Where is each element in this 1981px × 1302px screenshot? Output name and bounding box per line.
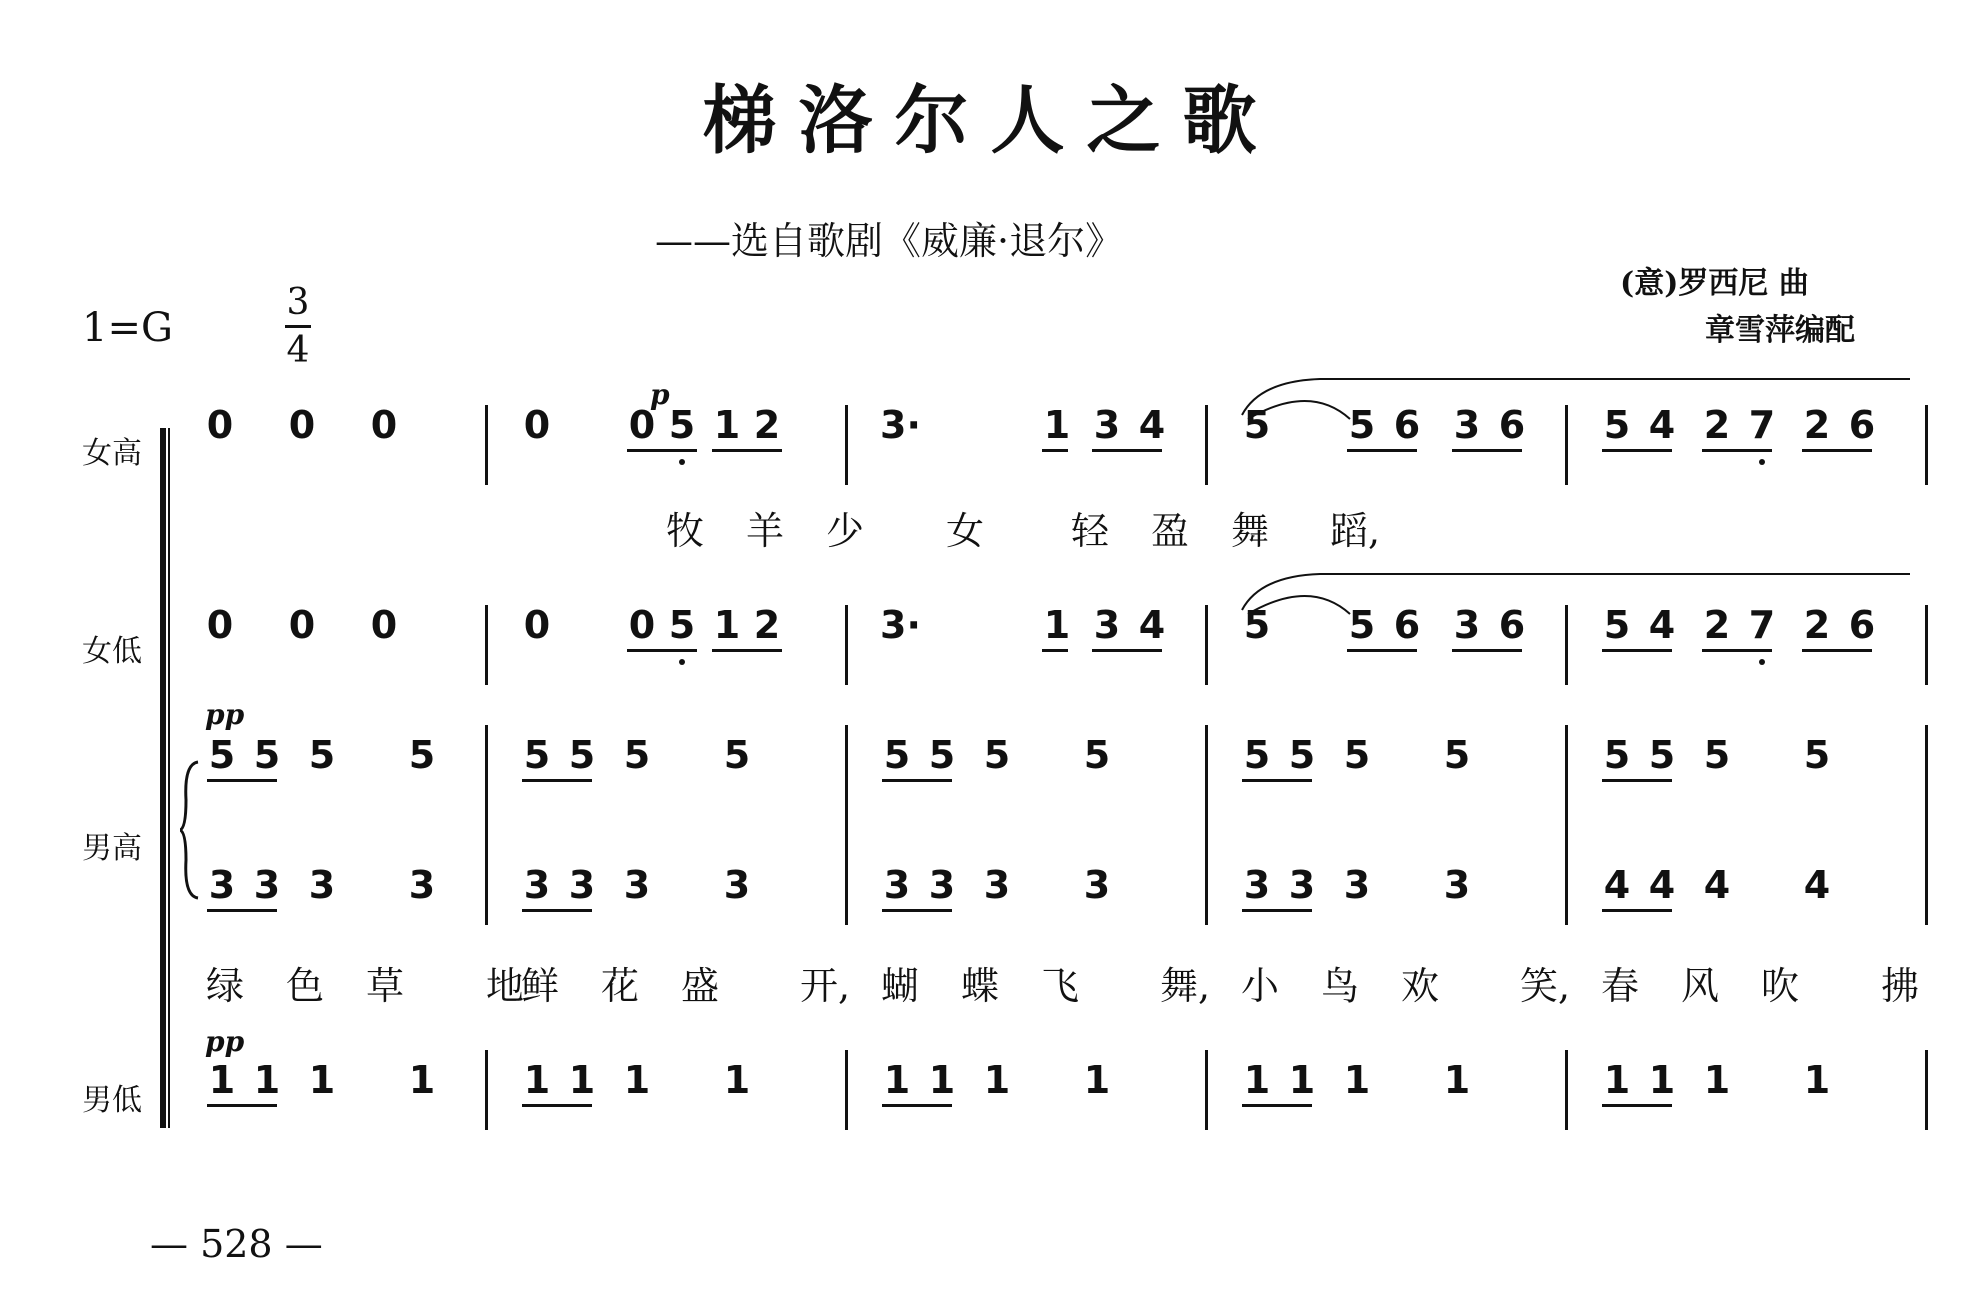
note: 5 [1603, 403, 1631, 447]
dynamic-soprano: p [650, 378, 670, 411]
system-bracket [160, 428, 166, 1128]
lyric-syllable: 盈 [1150, 509, 1189, 553]
tenor-brace [180, 760, 200, 900]
note: 2 [753, 603, 781, 647]
time-signature-top: 3 [286, 282, 310, 323]
note: 3 [1453, 603, 1481, 647]
barline [845, 405, 848, 485]
note: 0 [523, 403, 551, 447]
dynamic-tenor: pp [205, 698, 245, 731]
note: 3 [1083, 863, 1111, 907]
lyric-syllable: 欢 [1400, 964, 1439, 1008]
beam-underline [1242, 779, 1312, 782]
note: 5 [308, 733, 336, 777]
barline [1925, 605, 1928, 685]
note: 2 [1803, 603, 1831, 647]
note: 5 [983, 733, 1011, 777]
note: 6 [1498, 403, 1526, 447]
note: 3· [880, 403, 921, 447]
key-signature: 1=G [82, 305, 173, 351]
note: 5 [568, 733, 596, 777]
barline [485, 405, 488, 485]
lyric-syllable: 蹈, [1330, 509, 1381, 553]
beam-underline [1802, 649, 1872, 652]
note: 5 [723, 733, 751, 777]
lyric-syllable: 拂 [1880, 964, 1919, 1008]
composer-credit: (意)罗西尼 曲 [1620, 266, 1809, 301]
note: 2 [1803, 403, 1831, 447]
note: 4 [1138, 403, 1166, 447]
note: 1 [308, 1058, 336, 1102]
note: 3 [883, 863, 911, 907]
barline [1565, 1050, 1568, 1130]
note: 0 [370, 403, 398, 447]
note: 1 [1343, 1058, 1371, 1102]
barline [1565, 725, 1568, 925]
lyric-syllable: 开, [800, 964, 851, 1008]
beam-underline [1602, 449, 1672, 452]
lyric-syllable: 蝴 [880, 964, 919, 1008]
beam-underline [627, 449, 697, 452]
note: 3 [1443, 863, 1471, 907]
lyric-syllable: 地 [485, 964, 524, 1008]
page-number: — 528 — [150, 1222, 323, 1266]
beam-underline [1042, 449, 1068, 452]
note: 0 [523, 603, 551, 647]
barline [1925, 1050, 1928, 1130]
lyric-syllable: 少 [825, 509, 864, 553]
lyric-syllable: 舞 [1230, 509, 1269, 553]
beam-underline [207, 779, 277, 782]
beam-underline [1242, 1104, 1312, 1107]
note: 5 [1243, 603, 1271, 647]
note: 1 [208, 1058, 236, 1102]
note: 0 [288, 603, 316, 647]
note: 3 [983, 863, 1011, 907]
barline [485, 1050, 488, 1130]
note: 2 [1703, 603, 1731, 647]
note: 1 [1803, 1058, 1831, 1102]
note: 1 [1603, 1058, 1631, 1102]
note: 1 [928, 1058, 956, 1102]
lyric-syllable: 春 [1600, 964, 1639, 1008]
note: 4 [1648, 863, 1676, 907]
note: 5 [1343, 733, 1371, 777]
beam-underline [882, 1104, 952, 1107]
system-bracket-thin [168, 428, 170, 1128]
note: 3 [253, 863, 281, 907]
part-label-alto: 女低 [82, 634, 142, 669]
beam-underline [882, 909, 952, 912]
note: 5 [1288, 733, 1316, 777]
time-signature-bottom: 4 [286, 330, 310, 371]
note: 5 [1603, 603, 1631, 647]
note: 6 [1498, 603, 1526, 647]
note: 5 [1803, 733, 1831, 777]
lyric-syllable: 吹 [1760, 964, 1799, 1008]
barline [845, 605, 848, 685]
low-octave-dot [679, 459, 685, 465]
barline [485, 605, 488, 685]
note: 1 [1648, 1058, 1676, 1102]
beam-underline [1242, 909, 1312, 912]
beam-underline [627, 649, 697, 652]
barline [485, 725, 488, 925]
dynamic-bass: pp [205, 1025, 245, 1058]
beam-underline [1092, 449, 1162, 452]
beam-underline [1602, 909, 1672, 912]
note: 4 [1603, 863, 1631, 907]
note: 4 [1648, 603, 1676, 647]
note: 6 [1393, 603, 1421, 647]
beam-underline [1452, 649, 1522, 652]
note: 5 [1348, 403, 1376, 447]
beam-underline [522, 909, 592, 912]
lyric-syllable: 小 [1240, 964, 1279, 1008]
note: 7 [1748, 403, 1776, 447]
part-label-soprano: 女高 [82, 436, 142, 471]
note: 5 [1603, 733, 1631, 777]
note: 3 [208, 863, 236, 907]
note: 1 [1043, 403, 1071, 447]
note: 3· [880, 603, 921, 647]
beam-underline [712, 649, 782, 652]
beam-underline [1347, 649, 1417, 652]
note: 4 [1703, 863, 1731, 907]
note: 0 [370, 603, 398, 647]
note: 0 [628, 603, 656, 647]
note: 4 [1648, 403, 1676, 447]
note: 5 [668, 403, 696, 447]
note: 1 [883, 1058, 911, 1102]
note: 6 [1393, 403, 1421, 447]
note: 3 [723, 863, 751, 907]
note: 1 [713, 603, 741, 647]
lyric-syllable: 色 [285, 964, 324, 1008]
beam-underline [1602, 1104, 1672, 1107]
barline [1205, 405, 1208, 485]
note: 3 [1288, 863, 1316, 907]
arranger-credit: 章雪萍编配 [1705, 313, 1855, 348]
note: 5 [1083, 733, 1111, 777]
lyric-syllable: 舞, [1160, 964, 1211, 1008]
note: 5 [623, 733, 651, 777]
note: 2 [753, 403, 781, 447]
note: 3 [623, 863, 651, 907]
note: 4 [1803, 863, 1831, 907]
note: 1 [713, 403, 741, 447]
subtitle: ——选自歌剧《威廉·退尔》 [655, 219, 1124, 263]
note: 0 [206, 603, 234, 647]
note: 5 [1443, 733, 1471, 777]
note: 0 [206, 403, 234, 447]
note: 3 [408, 863, 436, 907]
low-octave-dot [1759, 659, 1765, 665]
beam-underline [1602, 649, 1672, 652]
note: 1 [1443, 1058, 1471, 1102]
note: 5 [1348, 603, 1376, 647]
low-octave-dot [1759, 459, 1765, 465]
barline [1205, 725, 1208, 925]
note: 1 [408, 1058, 436, 1102]
note: 0 [628, 403, 656, 447]
note: 5 [1243, 733, 1271, 777]
beam-underline [1042, 649, 1068, 652]
note: 0 [288, 403, 316, 447]
note: 5 [523, 733, 551, 777]
note: 5 [1243, 403, 1271, 447]
lyric-syllable: 绿 [205, 964, 244, 1008]
part-label-bass: 男低 [82, 1083, 142, 1118]
note: 1 [983, 1058, 1011, 1102]
beam-underline [1802, 449, 1872, 452]
note: 1 [568, 1058, 596, 1102]
note: 1 [723, 1058, 751, 1102]
lyric-syllable: 鲜 [520, 964, 559, 1008]
note: 1 [253, 1058, 281, 1102]
note: 5 [928, 733, 956, 777]
lyric-syllable: 风 [1680, 964, 1719, 1008]
note: 3 [1243, 863, 1271, 907]
beam-underline [1092, 649, 1162, 652]
note: 5 [408, 733, 436, 777]
note: 1 [1243, 1058, 1271, 1102]
note: 1 [1703, 1058, 1731, 1102]
note: 5 [1648, 733, 1676, 777]
barline [1925, 405, 1928, 485]
barline [1205, 605, 1208, 685]
beam-underline [207, 1104, 277, 1107]
note: 4 [1138, 603, 1166, 647]
note: 1 [623, 1058, 651, 1102]
note: 1 [1043, 603, 1071, 647]
barline [1565, 405, 1568, 485]
note: 5 [208, 733, 236, 777]
beam-underline [882, 779, 952, 782]
barline [1565, 605, 1568, 685]
note: 3 [1093, 403, 1121, 447]
note: 5 [883, 733, 911, 777]
note: 1 [523, 1058, 551, 1102]
note: 6 [1848, 603, 1876, 647]
barline [1205, 1050, 1208, 1130]
beam-underline [1347, 449, 1417, 452]
note: 7 [1748, 603, 1776, 647]
beam-underline [1602, 779, 1672, 782]
lyric-syllable: 羊 [745, 509, 784, 553]
note: 3 [568, 863, 596, 907]
lyric-syllable: 鸟 [1320, 964, 1359, 1008]
low-octave-dot [679, 659, 685, 665]
barline [845, 725, 848, 925]
note: 5 [668, 603, 696, 647]
beam-underline [522, 1104, 592, 1107]
note: 3 [308, 863, 336, 907]
beam-underline [522, 779, 592, 782]
note: 2 [1703, 403, 1731, 447]
note: 3 [928, 863, 956, 907]
barline [1925, 725, 1928, 925]
lyric-syllable: 花 [600, 964, 639, 1008]
time-signature-bar [285, 325, 311, 328]
barline [845, 1050, 848, 1130]
part-label-tenor: 男高 [82, 831, 142, 866]
lyric-syllable: 盛 [680, 964, 719, 1008]
lyric-syllable: 笑, [1520, 964, 1571, 1008]
note: 3 [1453, 403, 1481, 447]
note: 5 [1703, 733, 1731, 777]
lyric-syllable: 草 [365, 964, 404, 1008]
note: 1 [1288, 1058, 1316, 1102]
lyric-syllable: 蝶 [960, 964, 999, 1008]
note: 5 [253, 733, 281, 777]
lyric-syllable: 牧 [665, 509, 704, 553]
lyric-syllable: 飞 [1040, 964, 1079, 1008]
note: 6 [1848, 403, 1876, 447]
lyric-syllable: 女 [945, 509, 984, 553]
beam-underline [1702, 649, 1772, 652]
beam-underline [1702, 449, 1772, 452]
beam-underline [207, 909, 277, 912]
note: 3 [523, 863, 551, 907]
beam-underline [1452, 449, 1522, 452]
beam-underline [712, 449, 782, 452]
note: 3 [1343, 863, 1371, 907]
song-title: 梯洛尔人之歌 [702, 78, 1279, 164]
note: 3 [1093, 603, 1121, 647]
lyric-syllable: 轻 [1070, 509, 1109, 553]
note: 1 [1083, 1058, 1111, 1102]
